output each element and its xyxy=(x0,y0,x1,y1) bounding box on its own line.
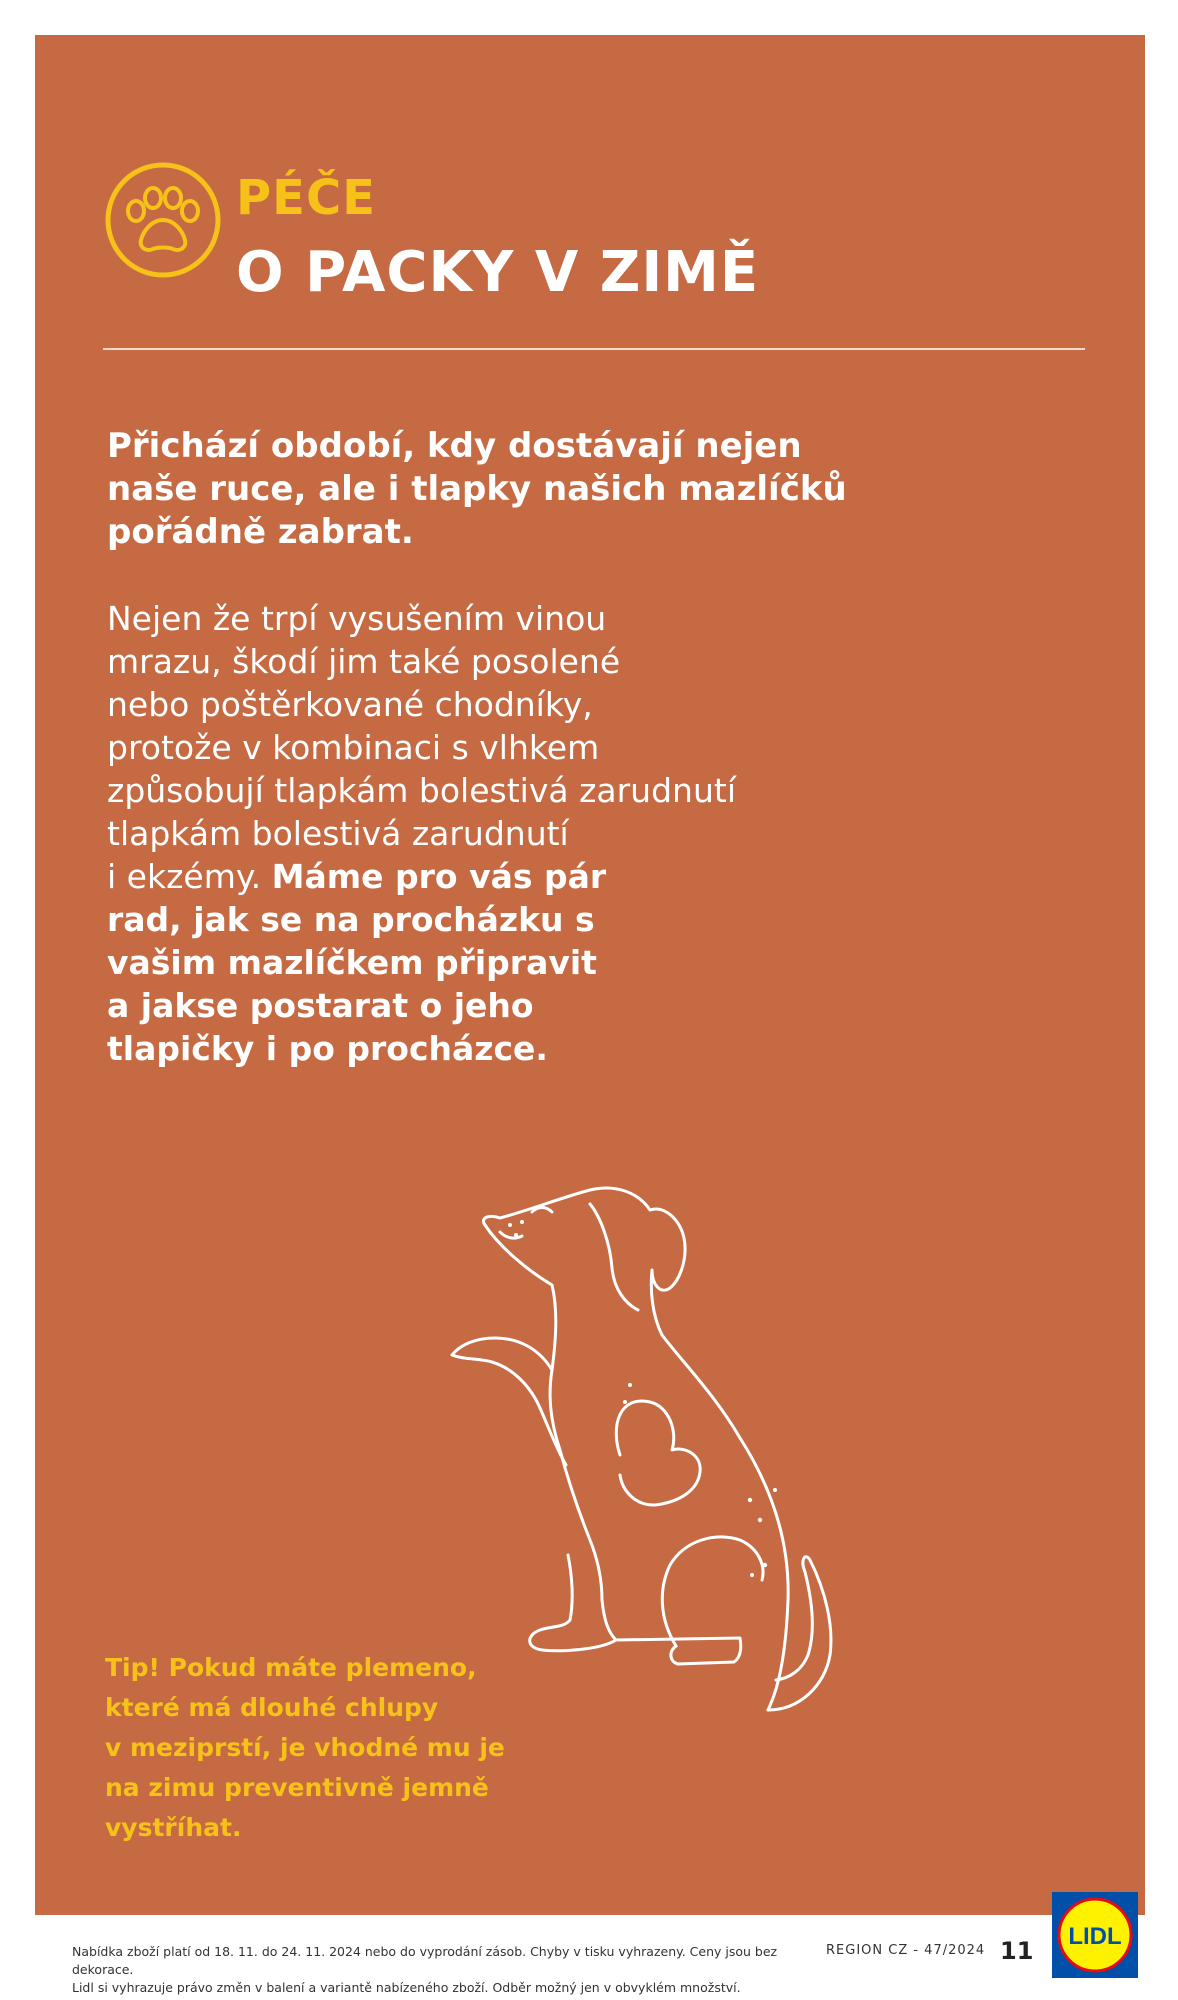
region-code: REGION CZ - 47/2024 xyxy=(826,1943,986,1958)
heading-line-1: PÉČE xyxy=(236,170,376,226)
footer-disclaimer: Nabídka zboží platí od 18. 11. do 24. 11. 2024 nebo do vyprodání zásob. Chyby v tisku vyhrazeny. Ceny jsou bez dekorace. Lidl si vyhrazuje právo změn v balení a variantě nabízeného zboží. Odběr možný jen v obvyklém množství. xyxy=(72,1944,778,1995)
divider xyxy=(103,348,1085,350)
heading-line-2: O PACKY V ZIMĚ xyxy=(236,240,760,305)
paw-icon xyxy=(103,160,223,280)
lidl-logo[interactable] xyxy=(1052,1892,1138,1978)
body-paragraph xyxy=(107,597,867,1070)
body-regular-text: Nejen že trpí vysušením vinou mrazu, škodí jim také posolené nebo poštěrkované chodníky, protože v kombinaci s vlhkem způsobují tlapkám bolestivá zarudnutí tlapkám bolestivá zarudnutí i ekzémy. xyxy=(107,599,736,896)
body-emphasis-text: Máme pro vás pár rad, jak se na procházku s vašim mazlíčkem připravit a jakse postarat o jeho tlapičky i po procházce. xyxy=(107,857,607,1068)
tip-text: Tip! Pokud máte plemeno, které má dlouhé chlupy v meziprstí, je vhodné mu je na zimu preventivně jemně vystříhat. xyxy=(105,1653,505,1842)
intro-paragraph: Přichází období, kdy dostávají nejen naše ruce, ale i tlapky našich mazlíčků pořádně zabrat. xyxy=(107,426,847,552)
page-number: 11 xyxy=(1000,1937,1034,1965)
logo-text: LIDL xyxy=(1068,1923,1122,1950)
dog-illustration xyxy=(440,1180,1080,1800)
